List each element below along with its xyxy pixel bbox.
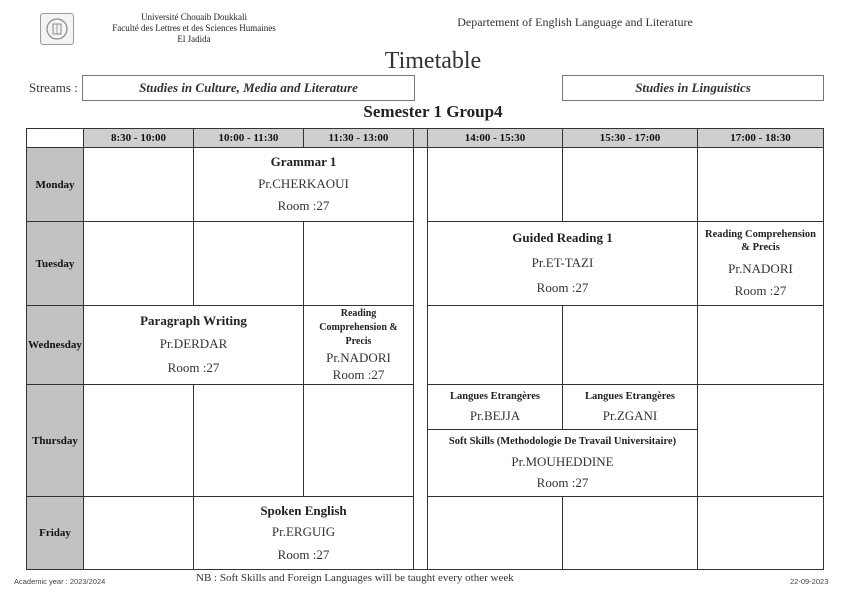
day-label-thursday: Thursday	[26, 384, 84, 497]
course-room: Room :27	[734, 282, 787, 298]
day-label-monday: Monday	[26, 147, 84, 222]
empty-slot	[303, 221, 414, 306]
course-langues-etrangeres-2	[562, 384, 698, 430]
empty-slot	[83, 384, 194, 497]
course-title: Paragraph Writing	[140, 313, 247, 328]
empty-slot	[697, 496, 824, 570]
day-label-tuesday: Tuesday	[26, 221, 84, 306]
university-name: Université Chouaib Doukkali	[141, 12, 247, 22]
time-slot-header: 11:30 - 13:00	[303, 128, 414, 148]
city-name: El Jadida	[177, 34, 211, 44]
streams-label: Streams :	[29, 80, 78, 95]
course-spoken-english	[193, 496, 414, 570]
academic-year: Academic year : 2023/2024	[14, 577, 106, 586]
course-langues-etrangeres-1	[427, 384, 563, 430]
stream-linguistics: Studies in Linguistics	[562, 75, 824, 101]
page-title: Timetable	[384, 48, 482, 74]
empty-slot	[193, 384, 304, 497]
course-soft-skills	[427, 429, 698, 497]
seal-icon	[44, 17, 70, 41]
university-logo	[40, 13, 74, 45]
course-guided-reading-1	[427, 221, 698, 306]
course-professor: Pr.NADORI	[326, 350, 391, 365]
empty-slot	[83, 496, 194, 570]
course-title: Langues Etrangères	[585, 391, 675, 402]
empty-slot	[562, 305, 698, 385]
empty-slot	[562, 496, 698, 570]
course-room: Room :27	[277, 546, 330, 562]
course-title: Langues Etrangères	[450, 391, 540, 402]
lunch-break-gutter	[413, 147, 428, 570]
faculty-name: Faculté des Lettres et des Sciences Humaines	[112, 23, 276, 33]
lunch-gutter-header	[413, 128, 428, 148]
time-slot-header: 17:00 - 18:30	[697, 128, 824, 148]
empty-slot	[697, 147, 824, 222]
empty-slot	[303, 384, 414, 497]
course-professor: Pr.DERDAR	[159, 336, 228, 351]
course-title: Spoken English	[260, 502, 347, 518]
time-slot-header: 10:00 - 11:30	[193, 128, 304, 148]
time-slot-header: 14:00 - 15:30	[427, 128, 563, 148]
course-room: Room :27	[536, 474, 589, 490]
day-label-friday: Friday	[26, 496, 84, 570]
course-reading-comprehension-tuesday	[697, 221, 824, 306]
stream-culture-media-literature: Studies in Culture, Media and Literature	[82, 75, 415, 101]
empty-slot	[193, 221, 304, 306]
course-professor: Pr.BEJJA	[469, 408, 521, 423]
empty-slot	[697, 305, 824, 385]
course-room: Room :27	[536, 279, 589, 295]
course-grammar-1	[193, 147, 414, 222]
day-label-wednesday: Wednesday	[26, 305, 84, 385]
course-professor: Pr.ERGUIG	[271, 524, 336, 539]
course-reading-comprehension-wednesday	[303, 305, 414, 385]
empty-slot	[427, 147, 563, 222]
empty-slot	[83, 221, 194, 306]
course-professor: Pr.ET-TAZI	[531, 254, 594, 270]
empty-slot	[83, 147, 194, 222]
course-professor: Pr.MOUHEDDINE	[511, 453, 614, 469]
corner-cell	[26, 128, 84, 148]
course-professor: Pr.NADORI	[728, 260, 793, 276]
department-name: Departement of English Language and Literature	[457, 15, 693, 29]
course-room: Room :27	[277, 198, 330, 214]
issue-date: 22-09-2023	[790, 577, 829, 586]
empty-slot	[427, 496, 563, 570]
footer-note: NB : Soft Skills and Foreign Languages will be taught every other week	[196, 572, 514, 584]
course-title: Reading Comprehension & Precis	[705, 229, 816, 254]
university-name-block	[96, 12, 292, 45]
course-professor: Pr.ZGANI	[602, 408, 658, 423]
course-professor: Pr.CHERKAOUI	[258, 175, 349, 191]
empty-slot	[427, 305, 563, 385]
time-slot-header: 8:30 - 10:00	[83, 128, 194, 148]
empty-slot	[562, 147, 698, 222]
course-title: Guided Reading 1	[512, 230, 613, 246]
course-paragraph-writing	[83, 305, 304, 385]
time-slot-header: 15:30 - 17:00	[562, 128, 698, 148]
course-title: Soft Skills (Methodologie De Travail Universitaire)	[448, 436, 677, 448]
course-room: Room :27	[332, 367, 385, 382]
empty-slot	[697, 384, 824, 497]
course-room: Room :27	[167, 360, 220, 375]
course-title: Reading Comprehension & Precis	[319, 308, 398, 347]
semester-group-title: Semester 1 Group4	[363, 102, 503, 121]
course-title: Grammar 1	[270, 153, 337, 169]
